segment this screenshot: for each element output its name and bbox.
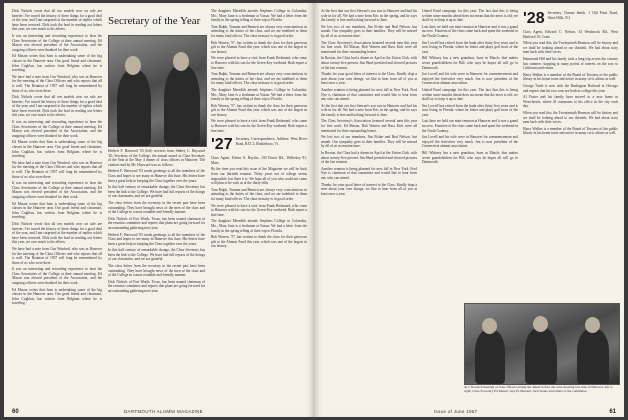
paragraph: The Class Secretary's Association honored several men this year for fine work. Ed Mason, Bob Warren and Russ Kirk were all mentioned for their outstanding letters. xyxy=(321,119,417,133)
page-number: 60 xyxy=(12,409,19,415)
paragraph: In Boston, the Class had a dinner in April at the Union Club, with about twenty-five present. Jim Hurd presided and showed pictures of the last reunion. xyxy=(321,151,417,165)
paragraph: It was an interesting and rewarding experience to hear the Class Secretaries of the College at their annual meeting. Ed Mason was elected president of the Association, and the outgoing officers were thanked for their work. xyxy=(12,181,102,199)
person-face xyxy=(125,56,141,75)
person-face xyxy=(482,318,497,334)
paragraph: Harry Walker is a member of the Board of Trustees of the public library in his home town and active in many civic affairs as well. xyxy=(523,126,618,136)
paragraph: Tom Ralph, Truman and Bennett are always very conscientious in attending to the duties of the class, and we are indebted to them for many kind offices. The class treasury is in good order. xyxy=(211,72,307,86)
left-page xyxy=(4,3,314,417)
class-year: '27 xyxy=(211,136,233,154)
paragraph: At the first that our first Stewart's son was in Hanover and had his wife in for all. We had a note from Eric in the spring, and he says the family is fine and looking forward to June. xyxy=(321,9,417,23)
paragraph: Another reunion is being planned for next fall in New York. Fred Nye is chairman of that committee and would like to hear from any who can attend. xyxy=(321,87,417,102)
person-figure xyxy=(525,328,557,384)
paragraph: The daughter Meredith attends Stephens College in Columbia, Mo.; Mary Jane is a freshman at Vassar. We had a letter from the family in the spring telling of their trip to Florida. xyxy=(211,87,307,102)
paragraph: United Fund campaign for this year. The fact that this is being written some months ahead does not mean that the news is old; we shall try to keep it up to date. xyxy=(422,9,518,23)
paragraph: Dick Nichols wrote that all ten models now on sale are heavier; I've traced the history of these things for a good deal of the year, and I am surprised at the number of replies which have been received. Dick took the lead in sending out letters this year, we owe much to his efforts. xyxy=(12,221,102,245)
page-footer: DARTMOUTH ALUMNI MAGAZINE xyxy=(124,409,203,414)
paragraph: When you read this, the Twentyninth Reunion will be history and we shall be looking ahead to our thirtieth. We had about sixty men back with their wives. xyxy=(523,41,618,55)
paragraph: Last June we held our mini-reunion in Hanover and it was a grand success. Fourteen of the class came back and spent the weekend in the North Country. xyxy=(422,119,518,133)
section-heading: Secretary of the Year xyxy=(108,15,201,27)
class-secretary-info: Secretary, Correspondence, Address: West River Road, R.D. 2, Brattleboro, Vt. xyxy=(235,137,307,146)
right-column-3 xyxy=(523,9,618,299)
person-face xyxy=(173,52,189,71)
paragraph: We were pleased to have a visit from Frank Redmond, who came to Hanover with his son for the Green Key weekend. Both report a fine time. xyxy=(211,203,307,217)
paragraph: We lost two of our members, Jim Fisher and Bud Nelson, last month. Our sympathy goes to their families. They will be missed by all of us at reunion time. xyxy=(321,135,417,149)
paragraph: Bob Warren, '57, has written to thank the class for their generous gift to the Alumni Fund this year, which was one of the largest in our history. xyxy=(211,40,307,54)
paragraph: We were pleased to have a visit from Frank Redmond, who came to Hanover with his son for the Green Key weekend. Both report a fine time. xyxy=(211,56,307,70)
paragraph: The Class Secretary's Association honored several men this year for fine work. Ed Mason, Bob Warren and Russ Kirk were all mentioned for their outstanding letters. xyxy=(321,40,417,54)
paragraph: Herbert F. Harwood '03 sends greetings to all the members of the Class and hopes to see many in Hanover this June. His letters have been a great help in keeping the Class together over the years. xyxy=(108,169,205,183)
paragraph: Jon Lovell and his wife were in Hanover for commencement and enjoyed the festivities very much. Jon is now president of the Connecticut alumni association. xyxy=(422,72,518,86)
page-footer: Issue of June 1957 xyxy=(434,409,478,414)
paragraph: George Tuttle is now with the Burlington Railroad in Chicago and reports that his two sons are both in college this year. xyxy=(523,83,618,93)
paragraph: Bob Warren, '57, has written to thank the class for their generous gift to the Alumni Fund this year, which was one of the largest in our history. xyxy=(211,103,307,117)
person-figure xyxy=(577,329,609,384)
paragraph: It was an interesting and rewarding experience to hear the Class Secretaries of the College at their annual meeting. Ed Mason was elected president of the Association, and the outgoing officers were thanked for their work. xyxy=(12,267,102,286)
paragraph: Jim Lowell has retired from the bank after thirty-five years and is now living in Florida, where he fishes and plays golf most of the year. xyxy=(422,40,518,54)
person-figure xyxy=(164,66,200,146)
paragraph: The daughter Meredith attends Stephens College in Columbia, Mo.; Mary Jane is a freshman at Vassar. We had a letter from the family in the spring telling of their trip to Florida. xyxy=(211,9,307,23)
magazine-spread xyxy=(4,3,624,417)
class-agent-info: Class Agent, Edward C. Nelson, 34 Westbrook Rd., West Hartford 10, Conn. xyxy=(523,30,618,39)
person-figure xyxy=(117,70,151,146)
class-header-27 xyxy=(211,137,307,153)
paragraph: Thanks for your good letter of interest to the Class. Kindly drop a note about your own doings; we like to hear from all of you at least once a year. xyxy=(321,72,417,86)
person-face xyxy=(533,316,548,332)
paragraph: We have had a note from Gus Wanford, who was in Hanover for the meeting of the Class Officers and who reports that all is well. The Reunion of 1957 will long be remembered by those of us who were there. xyxy=(12,160,102,179)
paragraph: Bill Whitney has a new grandson, born in March; that makes seven grandchildren for Bill, who says he hopes all will go to Dartmouth. xyxy=(422,56,518,70)
paragraph: When you read this, the Twentyninth Reunion will be history and we shall be looking ahead to our thirtieth. We had about sixty men back with their wives. xyxy=(523,110,618,125)
paragraph: Ed Mason writes that Sam is undertaking some of the big classes in the Hanover area. Our good friend and classmate, John Coghlan, has written from Belgium where he is traveling. xyxy=(12,54,102,73)
paragraph: Another reunion is being planned for next fall in New York. Fred Nye is chairman of that committee and would like to hear from any who can attend. xyxy=(321,166,417,180)
paragraph: By the time you read this issue of the Magazine we will be back from our thirtieth reunion. Thirty years out of college seems impossible, but there it is. We hope all of you who could not come will plan to be with us at the thirty-fifth. xyxy=(211,167,307,186)
paragraph: At the first that our first Stewart's son was in Hanover and had his wife in for all. We had a note from Eric in the spring, and he says the family is fine and looking forward to June. xyxy=(321,103,417,117)
right-column-1 xyxy=(321,9,417,401)
paragraph: We lost two of our members, Jim Fisher and Bud Nelson, last month. Our sympathy goes to their families. They will be missed by all of us at reunion time. xyxy=(321,24,417,38)
paragraph: In this half century of remarkable change, the Class Secretary has been the link to the College. We have had full reports of the doings of our classmates, and we are grateful. xyxy=(108,248,205,262)
class-secretary-info: Secretary, Osmun Smith, 1 Old Point Road, Short Hills, N.J. xyxy=(547,11,618,20)
paragraph: It was an interesting and rewarding experience to hear the Class Secretaries of the College at their annual meeting. Ed Mason was elected president of the Association, and the outgoing officers were thanked for their work. xyxy=(12,120,102,138)
paragraph: Dick Nichols wrote that all ten models now on sale are heavier; I've traced the history of these things for a good deal of the year, and I am surprised at the number of replies which have been received. Dick took the lead in sending out letters this year, we owe much to his efforts. xyxy=(12,95,102,118)
class-officers-photo xyxy=(464,303,620,385)
paragraph: Ed Mason writes that Sam is undertaking some of the big classes in the Hanover area. Our good friend and classmate, John Coghlan, has written from Belgium where he is traveling. xyxy=(12,287,102,306)
paragraph: Hammond Hill and his family took a long trip across the country last summer, stopping at many points of interest on the way to California and return. xyxy=(523,56,618,71)
right-page xyxy=(314,3,624,417)
paragraph: We have had a note from Gus Wanford, who was in Hanover for the meeting of the Class Officers and who reports that all is well. The Reunion of 1957 will long be remembered by those of us who were there. xyxy=(12,246,102,265)
paragraph: It was an interesting and rewarding experience to hear the Class Secretaries of the College at their annual meeting. Ed Mason was elected president of the Association, and the outgoing officers were thanked for their work. xyxy=(12,33,102,52)
class-agent-info: Class Agent, Edwin A. Bayliss, 100 Dover Rd., Wellesley 81, Mass. xyxy=(211,156,307,165)
paragraph: United Fund campaign for this year. The fact that this is being written some months ahead does not mean that the news is old; we shall try to keep it up to date. xyxy=(422,87,518,102)
paragraph: We were pleased to have a visit from Frank Redmond, who came to Hanover with his son for the Green Key weekend. Both report a fine time. xyxy=(211,119,307,133)
paragraph: The class letters from the secretary in the recent past have been outstanding. They have brought news of the men of the class and of the College in a most readable and friendly manner. xyxy=(108,264,205,278)
paragraph: Dick Nichols wrote that all ten models now on sale are heavier; I've traced the history of these things for a good deal of the year, and I am surprised at the number of replies which have been received. Dick took the lead in sending out letters this year, we owe much to his efforts. xyxy=(12,9,102,32)
paragraph: Ed Mason writes that Sam is undertaking some of the big classes in the Hanover area. Our good friend and classmate, John Coghlan, has written from Belgium where he is traveling. xyxy=(12,201,102,220)
left-column-1 xyxy=(12,9,102,401)
paragraph: Bob Warren, '57, has written to thank the class for their generous gift to the Alumni Fund this year, which was one of the largest in our history. xyxy=(211,235,307,249)
award-photo xyxy=(108,35,207,147)
paragraph: Herbert F. Harwood '03 sends greetings to all the members of the Class and hopes to see many in Hanover this June. His letters have been a great help in keeping the Class together over the years. xyxy=(108,232,205,246)
photo-caption: At a Norwich meeting of class officers during the dinner before the class meeting last June in Hanover, left to right: Class Secretary Ed Mason, Guy H. Bennett, Jack Steele and others of the committee. xyxy=(464,385,613,394)
paragraph: Thanks for your good letter of interest to the Class. Kindly drop a note about your own doings; we like to hear from all of you at least once a year. xyxy=(321,182,417,196)
paragraph: In Boston, the Class had a dinner in April at the Union Club, with about twenty-five present. Jim Hurd presided and showed pictures of the last reunion. xyxy=(321,56,417,70)
paragraph: Harry Walker is a member of the Board of Trustees of the public library in his home town and active in many civic affairs as well. xyxy=(523,72,618,82)
paragraph: We have had a note from Gus Wanford, who was in Hanover for the meeting of the Class Officers and who reports that all is well. The Reunion of 1957 will long be remembered by those of us who were there. xyxy=(12,74,102,93)
photo-caption: Herbert F. Harwood '03 (left) receives from Sidney C. Hayward '20, Secretary of the College, the annual award as Class Secretary of the Year at the May 4 dinner of class officers in Hanover. The citation read by Mr. Hayward was as follows: xyxy=(108,149,205,167)
paragraph: Ed Mason writes that Sam is undertaking some of the big classes in the Hanover area. Our good friend and classmate, John Coghlan, has written from Belgium where he is traveling. xyxy=(12,140,102,159)
paragraph: The daughter Meredith attends Stephens College in Columbia, Mo.; Mary Jane is a freshman at Vassar. We had a letter from the family in the spring telling of their trip to Florida. xyxy=(211,219,307,233)
paragraph: Tom Ralph, Truman and Bennett are always very conscientious in attending to the duties of the class, and we are indebted to them for many kind offices. The class treasury is in good order. xyxy=(211,24,307,38)
class-year: '28 xyxy=(523,10,545,27)
class-header-28 xyxy=(523,11,618,27)
paragraph: Al Foster and his family have moved to a new home in Westchester, where Al commutes to his office in the city each day. xyxy=(523,95,618,109)
paragraph: The class letters from the secretary in the recent past have been outstanding. They have brought news of the men of the class and of the College in a most readable and friendly manner. xyxy=(108,200,205,215)
person-figure xyxy=(475,330,505,384)
paragraph: Tom Ralph, Truman and Bennett are always very conscientious in attending to the duties of the class, and we are indebted to them for many kind offices. The class treasury is in good order. xyxy=(211,187,307,201)
person-face xyxy=(585,317,600,333)
paragraph: Dick Nichols of Fort Worth, Texas, has been named chairman of the reunion committee and reports that plans are going forward for an outstanding gathering next year. xyxy=(108,279,205,294)
paragraph: Jon Lovell and his wife were in Hanover for commencement and enjoyed the festivities very much. Jon is now president of the Connecticut alumni association. xyxy=(422,135,518,149)
paragraph: In this half century of remarkable change, the Class Secretary has been the link to the College. We have had full reports of the doings of our classmates, and we are grateful. xyxy=(108,185,205,199)
left-column-3 xyxy=(211,9,307,401)
paragraph: Last June we held our mini-reunion in Hanover and it was a grand success. Fourteen of the class came back and spent the weekend in the North Country. xyxy=(422,24,518,38)
page-number: 61 xyxy=(609,409,616,415)
left-column-2 xyxy=(108,149,205,401)
paragraph: Bill Whitney has a new grandson, born in March; that makes seven grandchildren for Bill, who says he hopes all will go to Dartmouth. xyxy=(422,151,518,165)
paragraph: Jim Lowell has retired from the bank after thirty-five years and is now living in Florida, where he fishes and plays golf most of the year. xyxy=(422,103,518,117)
paragraph: Dick Nichols of Fort Worth, Texas, has been named chairman of the reunion committee and reports that plans are going forward for an outstanding gathering next year. xyxy=(108,216,205,230)
